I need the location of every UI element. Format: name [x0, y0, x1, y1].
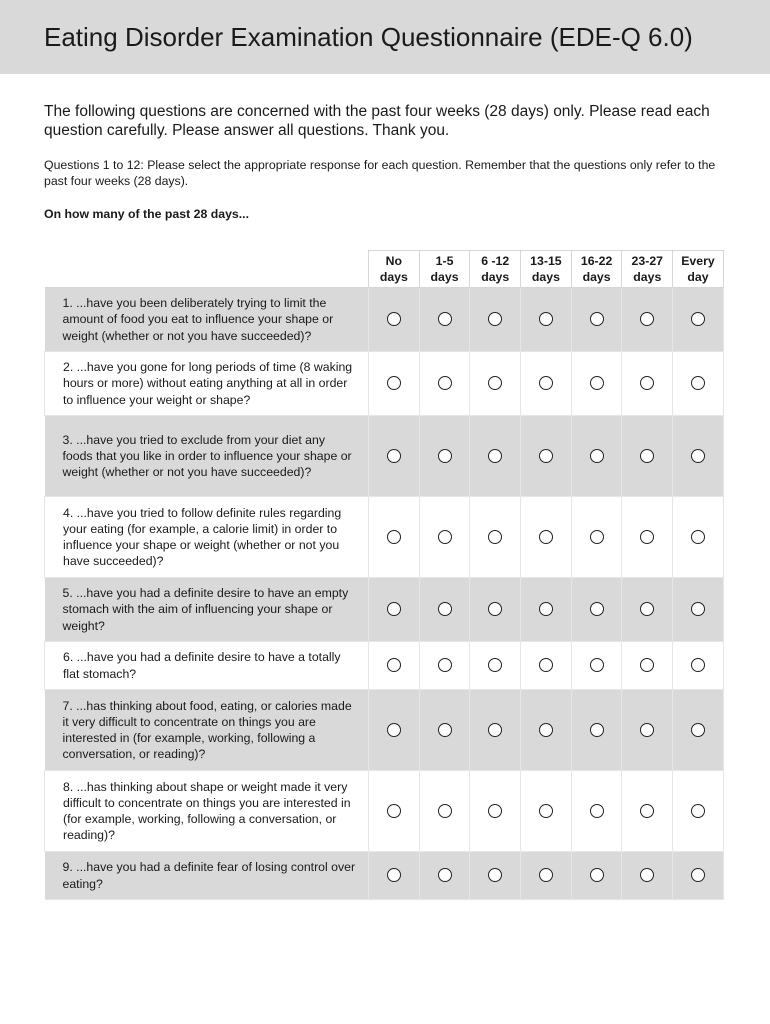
radio-button[interactable]: [438, 312, 452, 326]
radio-button[interactable]: [438, 868, 452, 882]
option-header-line1: Every: [681, 254, 715, 268]
option-cell: [521, 288, 572, 352]
option-cell: [622, 578, 673, 642]
option-header-line2: day: [687, 270, 709, 284]
radio-button[interactable]: [438, 449, 452, 463]
option-cell: [571, 852, 622, 900]
option-cell: [571, 288, 622, 352]
question-text: 6. ...have you had a definite desire to have a totally flat stomach?: [45, 642, 369, 690]
option-cell: [369, 497, 420, 578]
option-cell: [673, 497, 724, 578]
option-cell: [419, 771, 470, 852]
option-cell: [571, 771, 622, 852]
radio-button[interactable]: [387, 376, 401, 390]
radio-button[interactable]: [691, 658, 705, 672]
radio-button[interactable]: [488, 804, 502, 818]
option-cell: [673, 416, 724, 497]
option-cell: [622, 771, 673, 852]
radio-button[interactable]: [640, 602, 654, 616]
radio-button[interactable]: [539, 449, 553, 463]
radio-button[interactable]: [590, 530, 604, 544]
radio-button[interactable]: [590, 312, 604, 326]
option-header-line2: days: [379, 270, 408, 284]
option-header-line1: 6 -12: [481, 254, 510, 268]
radio-button[interactable]: [590, 723, 604, 737]
radio-button[interactable]: [438, 376, 452, 390]
option-header: [673, 251, 724, 288]
option-cell: [419, 852, 470, 900]
option-header-line2: days: [430, 270, 459, 284]
option-header-line2: days: [582, 270, 611, 284]
option-cell: [673, 578, 724, 642]
radio-button[interactable]: [387, 530, 401, 544]
option-header: [419, 251, 470, 288]
option-cell: [470, 690, 521, 771]
question-row: [45, 771, 724, 852]
question-text: 1. ...have you been deliberately trying to limit the amount of food you eat to influence your shape or weight (whether or not you have succeeded)?: [45, 288, 369, 352]
option-header: [622, 251, 673, 288]
radio-button[interactable]: [539, 530, 553, 544]
radio-button[interactable]: [590, 602, 604, 616]
option-cell: [470, 642, 521, 690]
radio-button[interactable]: [590, 804, 604, 818]
option-cell: [369, 690, 420, 771]
radio-button[interactable]: [539, 376, 553, 390]
option-cell: [673, 690, 724, 771]
question-row: [45, 578, 724, 642]
question-text: 3. ...have you tried to exclude from your diet any foods that you like in order to influence your shape or weight (whether or not you have succeeded)?: [45, 416, 369, 497]
questionnaire-table: [44, 250, 724, 900]
option-header-line2: days: [633, 270, 662, 284]
radio-button[interactable]: [640, 868, 654, 882]
radio-button[interactable]: [488, 530, 502, 544]
option-cell: [622, 642, 673, 690]
option-header: [521, 251, 572, 288]
radio-button[interactable]: [539, 602, 553, 616]
radio-button[interactable]: [488, 449, 502, 463]
option-header-line2: days: [481, 270, 510, 284]
option-cell: [470, 578, 521, 642]
radio-button[interactable]: [387, 723, 401, 737]
option-cell: [521, 578, 572, 642]
radio-button[interactable]: [539, 868, 553, 882]
radio-button[interactable]: [387, 602, 401, 616]
radio-button[interactable]: [640, 376, 654, 390]
radio-button[interactable]: [438, 602, 452, 616]
question-text: 5. ...have you had a definite desire to have an empty stomach with the aim of influencing your shape or weight?: [45, 578, 369, 642]
radio-button[interactable]: [640, 658, 654, 672]
option-header-line1: 1-5: [435, 254, 454, 268]
question-text: 9. ...have you had a definite fear of losing control over eating?: [45, 852, 369, 900]
option-header-line1: 16-22: [580, 254, 613, 268]
option-cell: [622, 690, 673, 771]
radio-button[interactable]: [438, 530, 452, 544]
option-cell: [470, 497, 521, 578]
question-prompt: On how many of the past 28 days...: [44, 207, 249, 221]
question-row: [45, 690, 724, 771]
table-header-row: [45, 251, 724, 288]
radio-button[interactable]: [488, 723, 502, 737]
option-cell: [470, 352, 521, 416]
radio-button[interactable]: [539, 723, 553, 737]
option-header: [470, 251, 521, 288]
radio-button[interactable]: [590, 376, 604, 390]
radio-button[interactable]: [488, 602, 502, 616]
radio-button[interactable]: [488, 658, 502, 672]
radio-button[interactable]: [488, 312, 502, 326]
radio-button[interactable]: [590, 658, 604, 672]
radio-button[interactable]: [438, 804, 452, 818]
option-cell: [673, 852, 724, 900]
option-cell: [419, 288, 470, 352]
option-cell: [521, 416, 572, 497]
radio-button[interactable]: [640, 723, 654, 737]
question-row: [45, 288, 724, 352]
option-cell: [571, 578, 622, 642]
option-header-line2: days: [531, 270, 560, 284]
question-row: [45, 416, 724, 497]
question-row: [45, 497, 724, 578]
option-cell: [369, 642, 420, 690]
radio-button[interactable]: [590, 868, 604, 882]
option-cell: [571, 352, 622, 416]
radio-button[interactable]: [691, 868, 705, 882]
option-cell: [470, 852, 521, 900]
option-cell: [521, 771, 572, 852]
option-cell: [419, 416, 470, 497]
option-cell: [470, 771, 521, 852]
question-row: [45, 352, 724, 416]
radio-button[interactable]: [691, 530, 705, 544]
option-cell: [673, 288, 724, 352]
option-cell: [622, 497, 673, 578]
option-cell: [622, 416, 673, 497]
radio-button[interactable]: [488, 868, 502, 882]
instructions-text: Questions 1 to 12: Please select the appropriate response for each question. Remember that the questions only refer to the past four weeks (28 days).: [44, 158, 716, 188]
option-cell: [673, 352, 724, 416]
radio-button[interactable]: [438, 723, 452, 737]
radio-button[interactable]: [640, 312, 654, 326]
option-cell: [622, 288, 673, 352]
question-row: [45, 642, 724, 690]
option-cell: [419, 642, 470, 690]
question-list: [45, 288, 724, 900]
option-cell: [369, 852, 420, 900]
radio-button[interactable]: [691, 602, 705, 616]
page-title: Eating Disorder Examination Questionnaire (EDE-Q 6.0): [44, 22, 693, 52]
option-cell: [521, 642, 572, 690]
option-cell: [369, 288, 420, 352]
option-cell: [470, 416, 521, 497]
option-cell: [521, 690, 572, 771]
option-header-line1: No: [385, 254, 403, 268]
option-cell: [622, 852, 673, 900]
radio-button[interactable]: [691, 723, 705, 737]
radio-button[interactable]: [691, 449, 705, 463]
radio-button[interactable]: [387, 312, 401, 326]
radio-button[interactable]: [387, 868, 401, 882]
question-text: 7. ...has thinking about food, eating, or calories made it very difficult to concentrate on things you are interested in (for example, working, following a conversation, or reading)?: [45, 690, 369, 771]
option-cell: [571, 642, 622, 690]
radio-button[interactable]: [539, 804, 553, 818]
option-cell: [571, 416, 622, 497]
option-cell: [369, 352, 420, 416]
option-cell: [521, 352, 572, 416]
option-cell: [419, 578, 470, 642]
intro-text: The following questions are concerned with the past four weeks (28 days) only. Please read each question carefully. Please answer all questions. Thank you.: [44, 103, 710, 139]
radio-button[interactable]: [590, 449, 604, 463]
question-text: 4. ...have you tried to follow definite rules regarding your eating (for example, a calorie limit) in order to influence your shape or weight (whether or not you have succeeded)?: [45, 497, 369, 578]
option-cell: [470, 288, 521, 352]
question-text: 2. ...have you gone for long periods of time (8 waking hours or more) without eating anything at all in order to influence your weight or shape?: [45, 352, 369, 416]
option-cell: [622, 352, 673, 416]
radio-button[interactable]: [387, 658, 401, 672]
option-header-line1: 13-15: [530, 254, 562, 268]
option-cell: [419, 352, 470, 416]
option-cell: [369, 578, 420, 642]
radio-button[interactable]: [539, 658, 553, 672]
option-cell: [521, 497, 572, 578]
option-cell: [521, 852, 572, 900]
option-cell: [673, 642, 724, 690]
radio-button[interactable]: [640, 804, 654, 818]
option-header: [369, 251, 420, 288]
radio-button[interactable]: [387, 449, 401, 463]
radio-button[interactable]: [387, 804, 401, 818]
header-band: [0, 0, 770, 74]
option-header-line1: 23-27: [631, 254, 663, 268]
radio-button[interactable]: [539, 312, 553, 326]
option-header: [571, 251, 622, 288]
radio-button[interactable]: [640, 449, 654, 463]
option-cell: [673, 771, 724, 852]
radio-button[interactable]: [438, 658, 452, 672]
question-row: [45, 852, 724, 900]
radio-button[interactable]: [488, 376, 502, 390]
option-cell: [419, 497, 470, 578]
option-cell: [419, 690, 470, 771]
question-column-header: [45, 251, 369, 288]
option-cell: [571, 497, 622, 578]
option-cell: [369, 771, 420, 852]
option-cell: [571, 690, 622, 771]
option-cell: [369, 416, 420, 497]
radio-button[interactable]: [691, 312, 705, 326]
radio-button[interactable]: [691, 804, 705, 818]
question-text: 8. ...has thinking about shape or weight made it very difficult to concentrate on things you are interested in (for example, working, following a conversation, or reading)?: [45, 771, 369, 852]
radio-button[interactable]: [691, 376, 705, 390]
radio-button[interactable]: [640, 530, 654, 544]
